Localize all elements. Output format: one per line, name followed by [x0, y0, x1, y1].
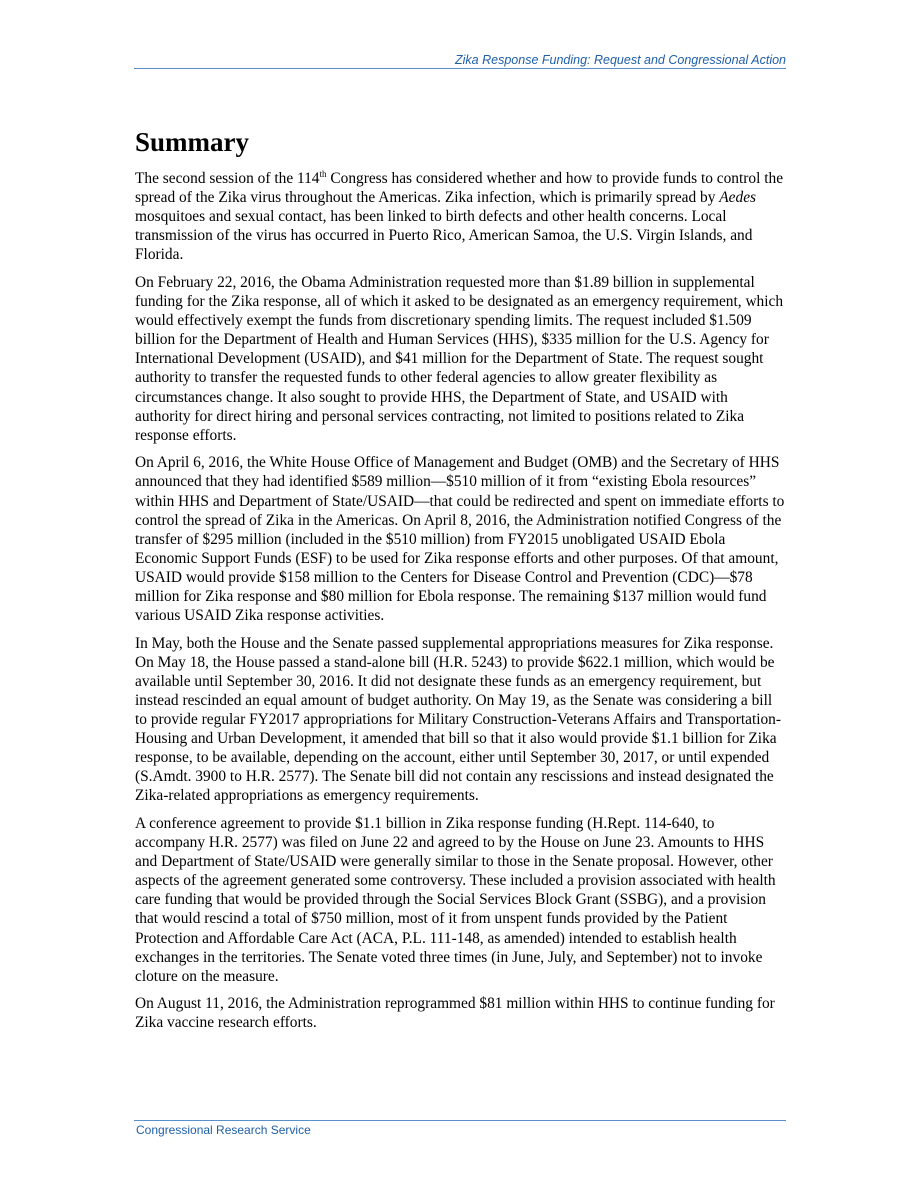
- summary-heading: Summary: [135, 127, 249, 157]
- p1-text-b: Congress has considered whether and how to provide funds to control the spread of the Zika virus throughout the Americas. Zika infection, which is primarily spread by: [135, 170, 784, 207]
- p1-text-c: mosquitoes and sexual contact, has been linked to birth defects and other health concerns. Local transmission of the virus has occurred in Puerto Rico, American Samoa, the U.S. Virgin Islands, and Florida.: [135, 208, 753, 264]
- summary-paragraph-1: [135, 169, 787, 264]
- page-body: [135, 124, 787, 1041]
- p1-text-a: The second session of the 114: [135, 170, 320, 187]
- summary-paragraph-6: On August 11, 2016, the Administration reprogrammed $81 million within HHS to continue funding for Zika vaccine research efforts.: [135, 995, 775, 1032]
- summary-paragraph-2: On February 22, 2016, the Obama Administration requested more than $1.89 billion in supplemental funding for the Zika response, all of which it asked to be designated as an emergency requirement, which would effectively exempt the funds from discretionary spending limits. The request included $1.509 billion for the Department of Health and Human Services (HHS), $335 million for the U.S. Agency for International Development (USAID), and $41 million for the Department of State. The request sought authority to transfer the requested funds to other federal agencies to allow greater flexibility as circumstances change. It also sought to provide HHS, the Department of State, and USAID with authority for direct hiring and personal services contracting, not limited to positions related to Zika response efforts.: [135, 273, 784, 444]
- ordinal-suffix: th: [319, 169, 327, 179]
- summary-paragraph-5: A conference agreement to provide $1.1 billion in Zika response funding (H.Rept. 114-640, to accompany H.R. 2577) was filed on June 22 and agreed to by the House on June 23. Amounts to HHS and Department of State/USAID were generally similar to those in the Senate proposal. However, other aspects of the agreement generated some controversy. These included a provision associated with health care funding that would be provided through the Social Services Block Grant (SSBG), and a provision that would rescind a total of $750 million, most of it from unspent funds provided by the Patient Protection and Affordable Care Act (ACA, P.L. 111-148, as amended) intended to establish health exchanges in the territories. The Senate voted three times (in June, July, and September) not to invoke cloture on the measure.: [135, 815, 776, 985]
- summary-paragraph-4: In May, both the House and the Senate passed supplemental appropriations measures for Zika response. On May 18, the House passed a stand-alone bill (H.R. 5243) to provide $622.1 million, which would be available until September 30, 2016. It did not designate these funds as an emergency requirement, but instead rescinded an equal amount of budget authority. On May 19, as the Senate was considering a bill to provide regular FY2017 appropriations for Military Construction-Veterans Affairs and Transportation-Housing and Urban Development, it amended that bill so that it also would provide $1.1 billion for Zika response, to be available, depending on the account, either until September 30, 2017, or until expended (S.Amdt. 3900 to H.R. 2577). The Senate bill did not contain any rescissions and instead designated the Zika-related appropriations as emergency requirements.: [135, 634, 782, 805]
- running-header: Zika Response Funding: Request and Congressional Action: [455, 53, 786, 67]
- aedes-italic: Aedes: [719, 189, 757, 207]
- summary-paragraph-3: On April 6, 2016, the White House Office of Management and Budget (OMB) and the Secretary of HHS announced that they had identified $589 million—$510 million of it from “existing Ebola resources” within HHS and Department of State/USAID—that could be redirected and spent on immediate efforts to control the spread of Zika in the Americas. On April 8, 2016, the Administration notified Congress of the transfer of $295 million (included in the $510 million) from FY2015 unobligated USAID Ebola Economic Support Funds (ESF) to be used for Zika response efforts and other purposes. Of that amount, USAID would provide $158 million to the Centers for Disease Control and Prevention (CDC)—$78 million for Zika response and $80 million for Ebola response. The remaining $137 million would fund various USAID Zika response activities.: [135, 454, 785, 625]
- header-divider: [134, 68, 786, 69]
- footer-divider: [134, 1120, 786, 1121]
- footer-publisher: Congressional Research Service: [136, 1123, 311, 1137]
